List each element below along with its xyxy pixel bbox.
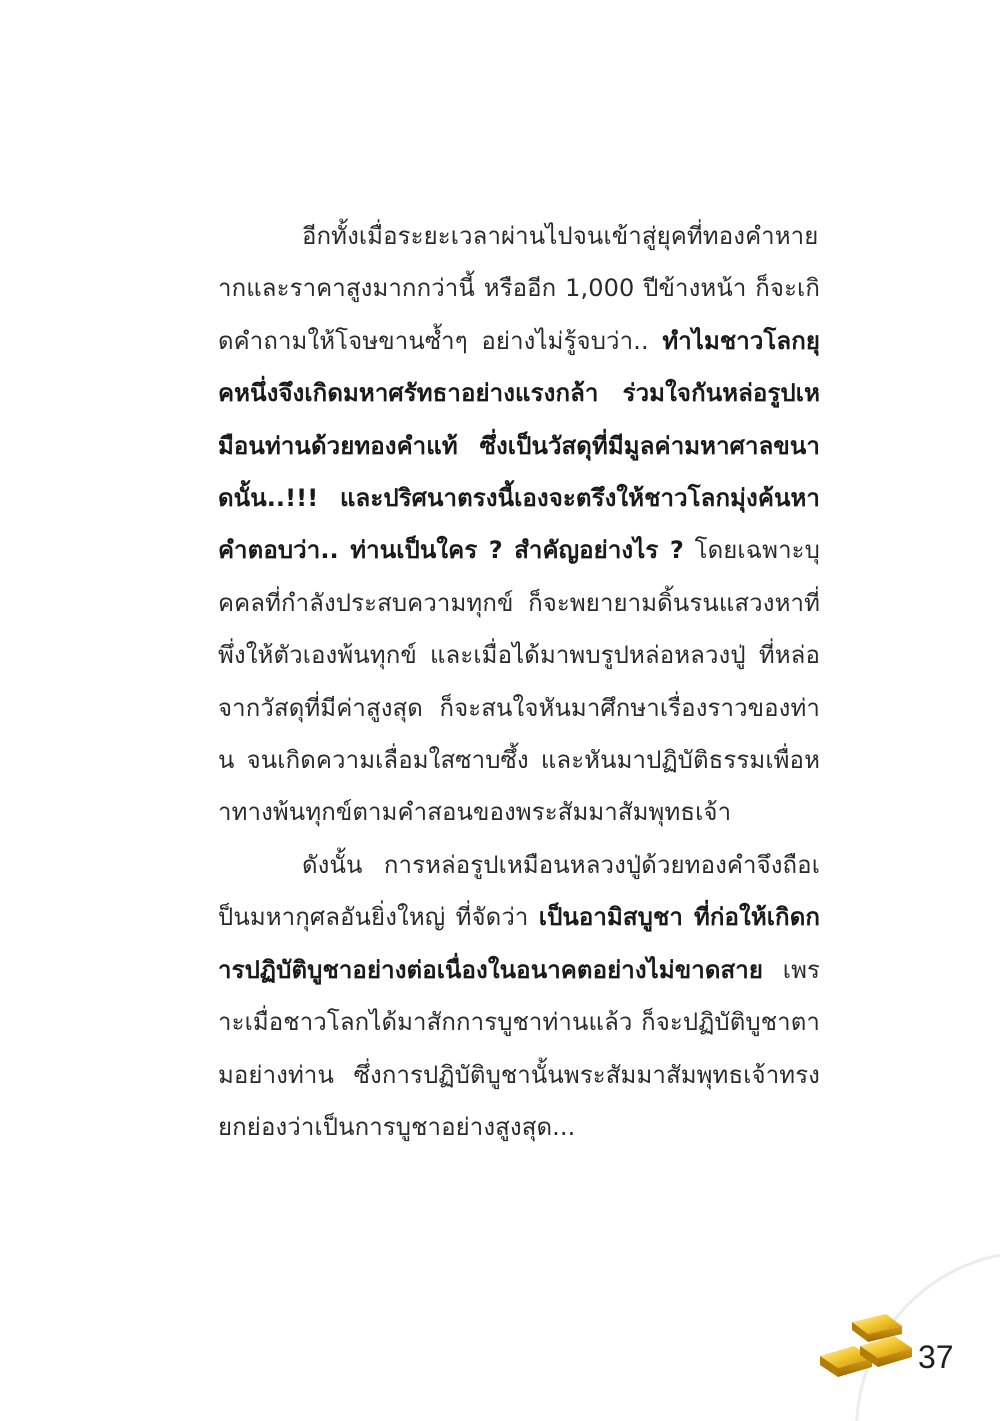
paragraph-1-bold-question: ทำไมชาวโลกยุคหนึ่งจึงเกิดมหาศรัทธาอย่างแรงกล้า ร่วมใจกันหล่อรูปเหมือนท่านด้วยทองคำแท้ ซึ่งเป็นวัสดุที่มีมูลค่ามหาศาลขนาดนั้น..!!! และปริศนาตรงนี้เองจะตรึงให้ชาวโลกมุ่งค้นหาคำตอบว่า.. ท่านเป็นใคร ? สำคัญอย่างไร ? — [218, 326, 820, 565]
gold-bars-icon — [816, 1312, 916, 1382]
paragraph-2 — [218, 839, 820, 1153]
body-text — [218, 210, 820, 1153]
paragraph-1-text-b: โดยเฉพาะบุคคลที่กำลังประสบความทุกข์ ก็จะพยายามดิ้นรนแสวงหาที่พึ่งให้ตัวเองพ้นทุกข์ และเมื่อได้มาพบรูปหล่อหลวงปู่ ที่หล่อจากวัสดุที่มีค่าสูงสุด ก็จะสนใจหันมาศึกษาเรื่องราวของท่าน จนเกิดความเลื่อมใสซาบซึ้ง และหันมาปฏิบัติธรรมเพื่อหาทางพ้นทุกข์ตามคำสอนของพระสัมมาสัมพุทธเจ้า — [218, 536, 820, 827]
paragraph-1 — [218, 210, 820, 839]
paragraph-2-text-a: ดังนั้น การหล่อรูปเหมือนหลวงปู่ด้วยทองคำจึงถือเป็นมหากุศลอันยิ่งใหญ่ ที่จัดว่า — [218, 850, 820, 932]
paragraph-2-text-b: เพราะเมื่อชาวโลกได้มาสักการบูชาท่านแล้ว ก็จะปฏิบัติบูชาตามอย่างท่าน ซึ่งการปฏิบัติบูชานั้นพระสัมมาสัมพุทธเจ้าทรงยกย่องว่าเป็นการบูชาอย่างสูงสุด... — [218, 955, 820, 1141]
paragraph-2-bold-statement: เป็นอามิสบูชา ที่ก่อให้เกิดการปฏิบัติบูชาอย่างต่อเนื่องในอนาคตอย่างไม่ขาดสาย — [218, 903, 821, 984]
page-number: 37 — [918, 1339, 954, 1375]
paragraph-1-text-a: อีกทั้งเมื่อระยะเวลาผ่านไปจนเข้าสู่ยุคที่ทองคำหายากและราคาสูงมากกว่านี้ หรืออีก 1,000 ปีข้างหน้า ก็จะเกิดคำถามให้โจษขานซ้ำๆ อย่างไม่รู้จบว่า.. — [218, 222, 820, 355]
